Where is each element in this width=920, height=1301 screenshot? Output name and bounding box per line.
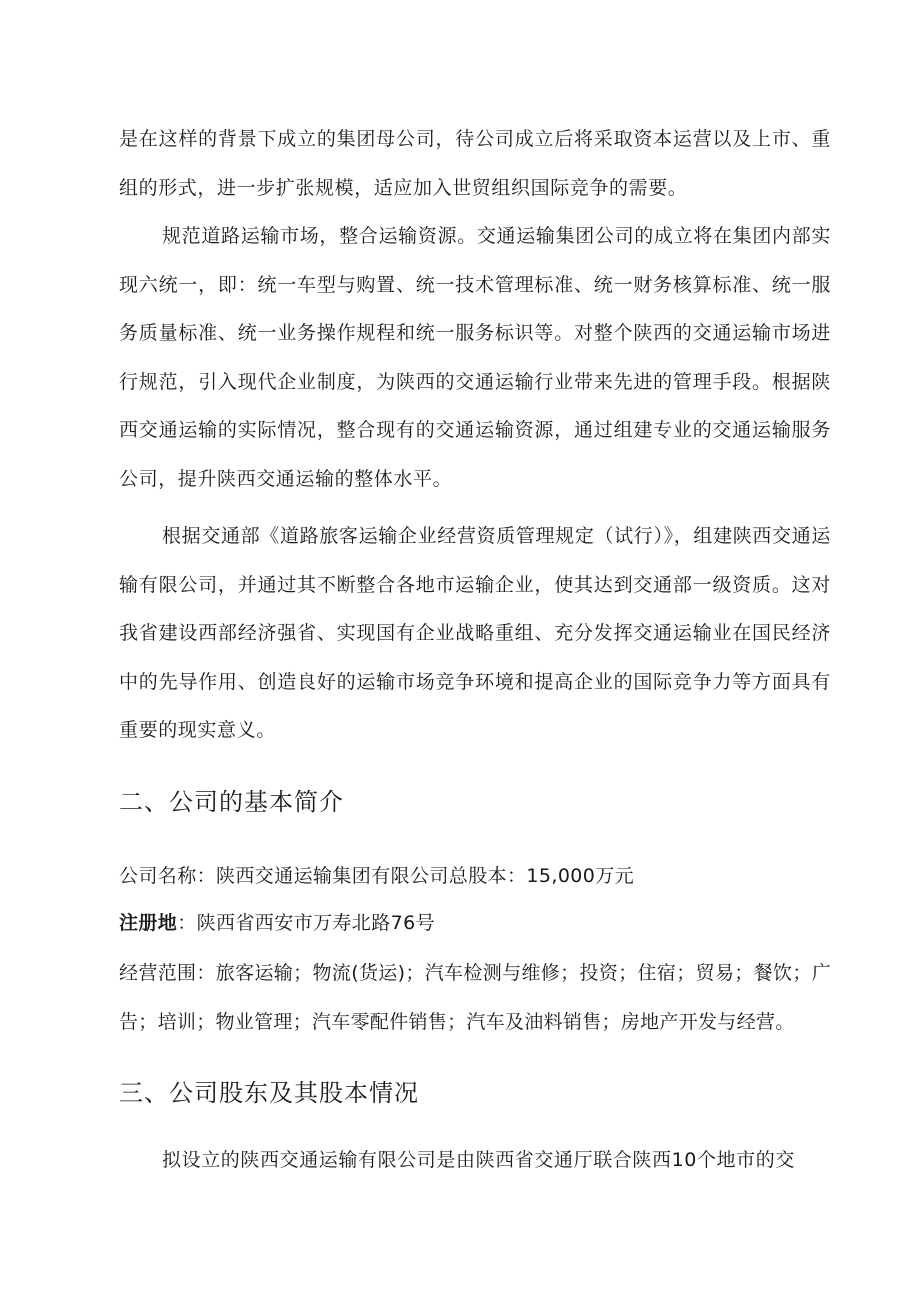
registered-address-line — [119, 899, 831, 947]
section-heading-company-profile: 二、公司的基本简介 — [119, 788, 344, 816]
paragraph-ministry-regulation: 根据交通部《道路旅客运输企业经营资质管理规定（试行）》，组建陕西交通运输有限公司，并通过其不断整合各地市运输企业，使其达到交通部一级资质。这对我省建设西部经济强省、实现国有企业战略重组、充分发挥交通运输业在国民经济中的先导作用、创造良好的运输市场竞争环境和提高企业的国际竞争力等方面具有重要的现实意义。 — [119, 525, 831, 742]
registered-address-label: 注册地 — [119, 912, 178, 934]
paragraph-shareholders: 拟设立的陕西交通运输有限公司是由陕西省交通厅联合陕西10个地市的交 — [162, 1149, 795, 1171]
section-heading-shareholders: 三、公司股东及其股本情况 — [119, 1079, 419, 1107]
paragraph-background: 是在这样的背景下成立的集团母公司，待公司成立后将采取资本运营以及上市、重组的形式，进一步扩张规模，适应加入世贸组织国际竞争的需要。 — [119, 128, 831, 199]
business-scope: 经营范围：旅客运输；物流(货运)；汽车检测与维修；投资；住宿；贸易；餐饮；广告；培训；物业管理；汽车零配件销售；汽车及油料销售；房地产开发与经营。 — [119, 962, 831, 1033]
company-name-line: 公司名称：陕西交通运输集团有限公司总股本：15,000万元 — [119, 865, 635, 887]
registered-address-value: ：陕西省西安市万寿北路76号 — [177, 912, 435, 934]
paragraph-standardize-market: 规范道路运输市场，整合运输资源。交通运输集团公司的成立将在集团内部实现六统一，即：统一车型与购置、统一技术管理标准、统一财务核算标准、统一服务质量标准、统一业务操作规程和统一服务标识等。对整个陕西的交通运输市场进行规范，引入现代企业制度，为陕西的交通运输行业带来先进的管理手段。根据陕西交通运输的实际情况，整合现有的交通运输资源，通过组建专业的交通运输服务公司，提升陕西交通运输的整体水平。 — [119, 225, 831, 490]
